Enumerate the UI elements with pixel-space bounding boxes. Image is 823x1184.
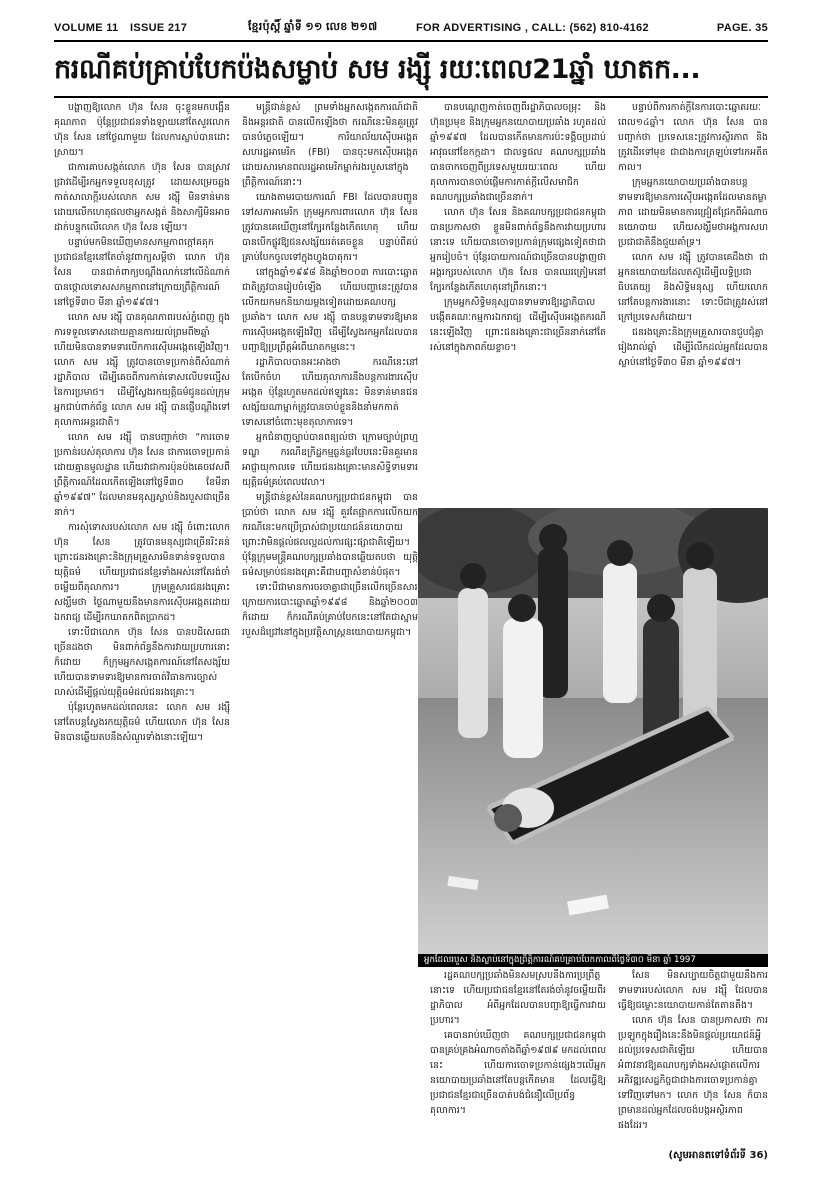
paragraph: ក្រុមអ្នកសិទ្ធិមនុស្សបានទាមទារឱ្យរដ្ឋាភិបាលបង្កើតគណៈកម្មការឯករាជ្យ ដើម្បីស៊ើបអង្កេតករណីនេះឡើងវិញ ព្រោះជនរងគ្រោះជាច្រើននាក់នៅតែរស់នៅក្នុងភាពភ័យខ្លាច។	[430, 297, 606, 353]
paragraph: លោក ហ៊ុន សែន និងគណបក្សប្រជាជនកម្ពុជាបានប្រកាសថា ខ្លួនមិនពាក់ព័ន្ធនឹងការវាយប្រហារនោះទេ ហើយបានចោទប្រកាន់ក្រុមផ្សេងទៀតថាជាអ្នករៀបចំ។ ប៉ុន្តែរបាយការណ៍ជាច្រើនបានបង្ហាញថា អង្គរក្សរបស់លោក ហ៊ុន សែន បានឈរត្រៀមនៅក្បែរកន្លែងកើតហេតុនៅព្រឹកនោះ។	[430, 207, 606, 293]
paragraph: បានបណ្ដេញកាត់ចេញពីរដ្ឋាភិបាលចម្រុះ និងហ៊ុនប្រមុខ និងក្រុមអ្នកនយោបាយប្រឆាំង រហូតដល់ឆ្នាំ១៩៩៧ ដែលបានកើតមានការប៉ះទង្គិចប្រដាប់អាវុធនៅខែកក្កដា។ ជាលទ្ធផល គណបក្សប្រឆាំងបានចាកចេញពីប្រទេសមួយរយៈពេល ហើយតុលាការបានចាប់ផ្ដើមការកាត់ក្តីលើសមាជិកគណបក្សប្រឆាំងជាច្រើននាក់។	[430, 102, 606, 203]
article-column-2	[242, 100, 418, 1154]
volume-label: VOLUME 11	[54, 22, 119, 34]
paragraph: រដ្ឋាភិបាលបានអះអាងថា ករណីនេះនៅតែបើកចំហ ហើយតុលាការនឹងបន្តការងារស៊ើបអង្កេត ប៉ុន្តែរហូតមកដល់ឥឡូវនេះ មិនទាន់មានជនសង្ស័យណាម្នាក់ត្រូវបានចាប់ខ្លួននិងនាំមកកាត់ទោសនៅចំពោះមុខតុលាការទេ។	[242, 357, 418, 428]
article-column-5	[430, 968, 606, 1154]
headline-divider	[54, 96, 768, 98]
paragraph: លោក សម រង្ស៊ី បានគុណភាពរបស់ភ្នំពេញ ក្នុងការទទួលទោសដោយគ្មានការយល់ព្រមពី២ឆ្នាំ ហើយមិនបានទាមទារបើកការស៊ើបអង្កេតឡើងវិញ។ លោក សម រង្ស៊ី ត្រូវបានចោទប្រកាន់ពីសំណាក់រដ្ឋាភិបាល ដើម្បីគេចពីការកាត់ទោសលើបទល្មើសនៃការប្រមាថ។ ដើម្បីស្វែងរកយុត្តិធម៌ជូនដល់ក្រុមអ្នកជាប់ពាក់ព័ន្ធ លោក សម រង្ស៊ី បានផ្ញើបណ្ដឹងទៅតុលាការអន្តរជាតិ។	[54, 312, 230, 428]
paragraph: ទោះបីជាមានការចរចាគ្នាជាច្រើនលើកច្រើនសារក្រោយការបោះឆ្នោតឆ្នាំ១៩៩៨ និងឆ្នាំ២០០៣ ក៏ដោយ ក៏ករណីគប់គ្រាប់បែកនេះនៅតែជាស្នាមរបួសដ៏ជ្រៅនៅក្នុងប្រវត្តិសាស្ត្រនយោបាយកម្ពុជា។	[242, 582, 418, 638]
news-photo	[418, 508, 768, 954]
issue-label: ISSUE 217	[130, 22, 188, 34]
page-number: PAGE. 35	[716, 22, 768, 34]
article-column-3	[430, 100, 606, 502]
continued-on-page: (សូមអានតទៅទំព័រទី 36)	[668, 1150, 768, 1161]
header-divider	[54, 40, 768, 42]
article-column-4	[618, 100, 768, 502]
paragraph: ជនរងគ្រោះនិងក្រុមគ្រួសារបានជួបជុំគ្នារៀងរាល់ឆ្នាំ ដើម្បីរំលឹកដល់អ្នកដែលបានស្លាប់នៅថ្ងៃទី៣០ មីនា ឆ្នាំ១៩៩៧។	[618, 327, 768, 368]
advertising-contact: FOR ADVERTISING , CALL: (562) 810-4162	[416, 22, 649, 34]
photo-illustration	[418, 508, 768, 954]
paragraph: លោក សម រង្ស៊ី បានបញ្ជាក់ថា “ការចោទប្រកាន់របស់តុលាការ ហ៊ុន សែន ជាការចោទប្រកាន់ដោយគ្មានមូលដ្ឋាន ហើយវាជាការប៉ុនប៉ងគេចវេសពីព្រឹត្តិការណ៍ដែលកើតឡើងនៅថ្ងៃទី៣០ ខែមីនា ឆ្នាំ១៩៩៧” ដែលមានមនុស្សស្លាប់និងរបួសជាច្រើននាក់។	[54, 432, 230, 518]
paragraph: សែន មិនសប្បាយចិត្តជាមួយនឹងការទាមទាររបស់លោក សម រង្ស៊ី ដែលបានធ្វើឱ្យជម្លោះនយោបាយកាន់តែតានតឹង។	[618, 970, 768, 1011]
paragraph: បន្ទាប់ពីការកាត់ក្តីនៃការបោះឆ្នោតរយៈពេល១៤ឆ្នាំ។ លោក ហ៊ុន សែន បានបញ្ជាក់ថា ប្រទេសនេះត្រូវការស្ថិរភាព និងត្រូវដើរទៅមុខ ជាជាងការត្រឡប់ទៅរកអតីតកាល។	[618, 102, 768, 173]
paragraph: មន្ត្រីជាន់ខ្ពស់នៃគណបក្សប្រជាជនកម្ពុជា បានប្រាប់ថា លោក សម រង្ស៊ី គួរតែផ្អាកការលើកយកករណីនេះមកប្រើប្រាស់ជាប្រយោជន៍នយោបាយ ព្រោះវាមិនផ្ដល់ផលល្អដល់ការផ្សះផ្សាជាតិឡើយ។ ប៉ុន្តែក្រុមមន្ត្រីគណបក្សប្រឆាំងបានឆ្លើយតបថា យុត្តិធម៌សម្រាប់ជនរងគ្រោះគឺជាបញ្ហាសំខាន់បំផុត។	[242, 492, 418, 578]
paragraph: លោក ហ៊ុន សែន បានប្រកាសថា ការប្រឡូកក្នុងរឿងនេះនឹងមិនផ្ដល់ប្រយោជន៍អ្វីដល់ប្រទេសជាតិឡើយ ហើយបានអំពាវនាវឱ្យគណបក្សទាំងអស់ផ្ដោតលើការអភិវឌ្ឍសេដ្ឋកិច្ចជាជាងការចោទប្រកាន់គ្នាទៅវិញទៅមក។ លោក ហ៊ុន សែន ក៏បានព្រមានដល់អ្នកដែលចង់បង្កអស្ថិរភាពផងដែរ។	[618, 1015, 768, 1131]
paragraph: ទោះបីជាលោក ហ៊ុន សែន បានបដិសេធជាច្រើនដងថា មិនពាក់ព័ន្ធនឹងការវាយប្រហារនោះក៏ដោយ ក៏ក្រុមអ្នកសង្កេតការណ៍នៅតែសង្ស័យ ហើយបានទាមទារឱ្យមានការចាត់វិធានការច្បាស់លាស់ដើម្បីផ្ដល់យុត្តិធម៌ដល់ជនរងគ្រោះ។	[54, 627, 230, 698]
paragraph: យោងតាមរបាយការណ៍ FBI ដែលបានបញ្ជូនទៅសភាអាមេរិក ក្រុមអ្នកការពារលោក ហ៊ុន សែន ត្រូវបានគេឃើញនៅក្បែរកន្លែងកើតហេតុ ហើយបានបើកផ្លូវឱ្យជនសង្ស័យរត់គេចខ្លួន បន្ទាប់ពីគប់គ្រាប់បែកចូលទៅក្នុងហ្វូងបាតុករ។	[242, 192, 418, 263]
paragraph: អ្នកជំនាញច្បាប់បានពន្យល់ថា ក្រោមច្បាប់ព្រហ្មទណ្ឌ ករណីឧក្រិដ្ឋកម្មធ្ងន់ធ្ងរបែបនេះមិនគួរមានអាជ្ញាយុកាលទេ ហើយជនរងគ្រោះមានសិទ្ធិទាមទារយុត្តិធម៌គ្រប់ពេលវេលា។	[242, 432, 418, 488]
photo-caption: អ្នកដែលរបួស និងស្លាប់នៅក្នុងព្រឹត្តិការណ៍គប់គ្រាប់បែកកាលពីថ្ងៃទី៣០ មីនា ឆ្នាំ 1997	[418, 954, 768, 967]
paragraph: គេបានរាប់ឃើញថា គណបក្សប្រជាជនកម្ពុជាបានគ្រប់គ្រងអំណាចតាំងពីឆ្នាំ១៩៧៩ មកដល់ពេលនេះ ហើយការចោទប្រកាន់ផ្សេងៗលើអ្នកនយោបាយប្រឆាំងនៅតែបន្តកើតមាន ដែលធ្វើឱ្យប្រជាជនខ្មែរជាច្រើនបាត់បង់ជំនឿលើប្រព័ន្ធតុលាការ។	[430, 1030, 606, 1116]
paragraph: ការសុំទោសរបស់លោក សម រង្ស៊ី ចំពោះលោក ហ៊ុន សែន ត្រូវបានមនុស្សជាច្រើនរិះគន់ ព្រោះជនរងគ្រោះនិងក្រុមគ្រួសារមិនទាន់ទទួលបានយុត្តិធម៌ ហើយប្រជាជនខ្មែរទាំងអស់នៅតែរង់ចាំចម្លើយពីតុលាការ។ ក្រុមគ្រួសារជនរងគ្រោះសង្ឃឹមថា ថ្ងៃណាមួយនឹងមានការស៊ើបអង្កេតដោយឯករាជ្យ ដើម្បីរកឃាតកពិតប្រាកដ។	[54, 522, 230, 623]
article-column-6	[618, 968, 768, 1148]
paragraph: ជាការគាបសង្កត់លោក ហ៊ុន សែន បានស្រាវជ្រាវដើម្បីរកអ្នកទទួលខុសត្រូវ ដោយសម្រេចឆ្លងកាត់សាលាក្តីរបស់លោក សម រង្ស៊ី មិនទាន់មានដោយលើកហេតុផលថាអ្នកសង្កត់ និងសាក្សីមិនអាចដាក់បន្ទុកលើលោក ហ៊ុន សែន ឡើយ។	[54, 162, 230, 233]
page-header	[54, 18, 768, 38]
article-column-1	[54, 100, 230, 1154]
paragraph: រដ្ឋគណបក្សប្រឆាំងមិនសមស្របនឹងការប្រព្រឹត្តនោះទេ ហើយប្រជាជនខ្មែរនៅតែរង់ចាំនូវចម្លើយពីរដ្ឋាភិបាល អំពីអ្នកដែលបានបញ្ជាឱ្យធ្វើការវាយប្រហារ។	[430, 970, 606, 1026]
paragraph: បង្ហាញឱ្យលោក ហ៊ុន សែន ចុះខ្លួនមកបង្អើនគុណភាព ប៉ុន្តែប្រជាជនទាំងឡាយនៅតែសួរលោក ហ៊ុន សែន នៅថ្ងៃណាមួយ ដែលការស្លាប់បានដោះស្រាយ។	[54, 102, 230, 158]
paragraph: មន្ត្រីជាន់ខ្ពស់ ព្រមទាំងអ្នកសង្កេតការណ៍ជាតិ និងអន្តរជាតិ បានលើកឡើងថា ករណីនេះមិនគួរត្រូវបានបំភ្លេចឡើយ។ ការិយាល័យស៊ើបអង្កេតសហរដ្ឋអាមេរិក (FBI) បានចុះមកស៊ើបអង្កេត ដោយសារមានពលរដ្ឋអាមេរិកម្នាក់រងរបួសនៅក្នុងព្រឹត្តិការណ៍នោះ។	[242, 102, 418, 188]
article-headline: ករណីគប់គ្រាប់បែកប៉ងសម្លាប់ សម រង្ស៊ី រយៈពេល21ឆ្នាំ ឃាតក...	[54, 54, 701, 85]
paragraph: បន្ទាប់មកមិនឃើញមានសកម្មភាពក្តៅគគុក ប្រជាជនខ្មែរនៅតែចាំនូវពាក្យសម្ដីថា លោក ហ៊ុន សែន បានជាក់ពាក្យបណ្ដឹងលាក់នៅលើដំណាក់ បានថ្កោលទោសសកម្មភាពនៅក្រោយព្រឹត្តិការណ៍នៅថ្ងៃទី៣០ មីនា ឆ្នាំ១៩៩៧។	[54, 237, 230, 308]
paragraph: លោក សម រង្ស៊ី ត្រូវបានគេដឹងថា ជាអ្នកនយោបាយដែលតស៊ូដើម្បីលទ្ធិប្រជាធិបតេយ្យ និងសិទ្ធិមនុស្ស ហើយលោកនៅតែបន្តការងារនោះ ទោះបីជាត្រូវរស់នៅក្រៅប្រទេសក៏ដោយ។	[618, 252, 768, 323]
paragraph: ក្រុមអ្នកនយោបាយប្រឆាំងបានបន្តទាមទារឱ្យមានការស៊ើបអង្កេតដែលមានតម្លាភាព ដោយមិនមានការជ្រៀតជ្រែកពីអំណាចនយោបាយ ហើយសង្ឃឹមថាអង្គការសហប្រជាជាតិនឹងជួយគាំទ្រ។	[618, 177, 768, 248]
paragraph: ប៉ុន្តែរហូតមកដល់ពេលនេះ លោក សម រង្ស៊ី នៅតែបន្តស្វែងរកយុត្តិធម៌ ហើយលោក ហ៊ុន សែន មិនបានឆ្លើយតបនឹងសំណួរទាំងនោះឡើយ។	[54, 702, 230, 743]
paper-name: ខ្មែរប៉ុស្ដិ៍ ឆ្នាំទី ១១ លេខ ២១៧	[248, 21, 378, 33]
paragraph: នៅក្នុងឆ្នាំ១៩៩៨ និងឆ្នាំ២០០៣ ការបោះឆ្នោតជាតិត្រូវបានរៀបចំឡើង ហើយបញ្ហានេះត្រូវបានលើកយកមកនិយាយម្តងទៀតដោយគណបក្សប្រឆាំង។ លោក សម រង្ស៊ី បានបន្តទាមទារឱ្យមានការស៊ើបអង្កេតឡើងវិញ ដើម្បីស្វែងរកអ្នកដែលបានបញ្ជាឱ្យប្រព្រឹត្តអំពើឃាតកម្មនេះ។	[242, 267, 418, 353]
